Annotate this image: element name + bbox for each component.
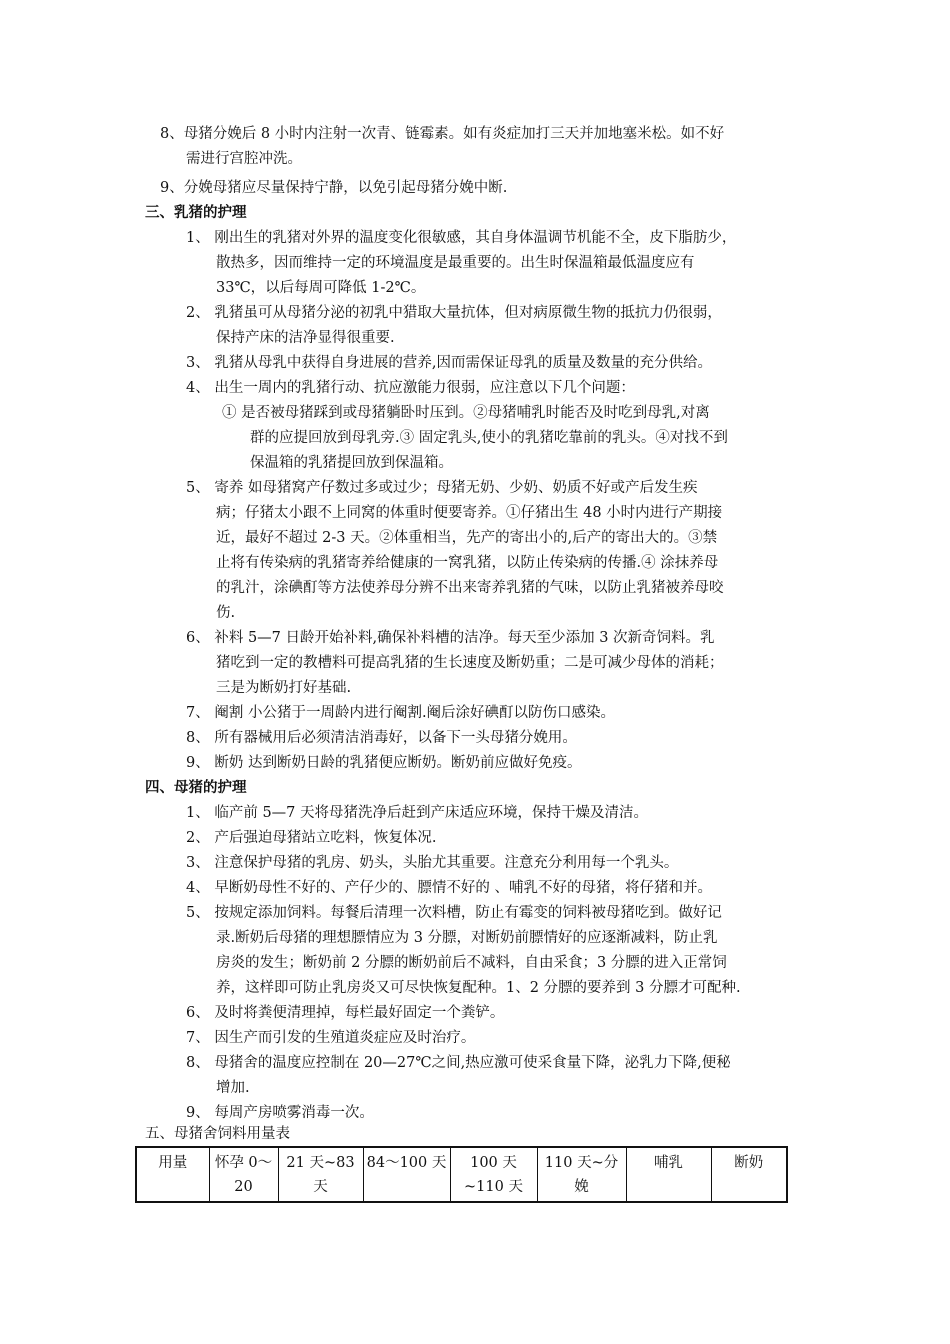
- list-item-text: 9、 断奶 达到断奶日龄的乳猪便应断奶。断奶前应做好免疫。: [186, 755, 582, 771]
- table-header-row: [136, 1147, 787, 1202]
- list-item-text: 8、 母猪舍的温度应控制在 20—27℃之间,热应激可使采食量下降，泌乳力下降,便秘: [186, 1055, 731, 1071]
- list-item-text: 7、 因生产而引发的生殖道炎症应及时治疗。: [186, 1030, 476, 1046]
- list-item-text: 养，这样即可防止乳房炎又可尽快恢复配种。1、2 分膘的要养到 3 分膘才可配种.: [216, 980, 741, 996]
- list-item-text: 3、 注意保护母猪的乳房、奶头，头胎尤其重要。注意充分利用每一个乳头。: [186, 855, 679, 871]
- list-item-text: 近，最好不超过 2-3 天。②体重相当，先产的寄出小的,后产的寄出大的。③禁: [216, 530, 718, 546]
- table-header-cell: 断奶: [711, 1147, 787, 1202]
- list-item-text: 保持产床的洁净显得很重要.: [216, 330, 395, 346]
- list-item-text: 伤.: [216, 605, 236, 621]
- section-heading: 四、母猪的护理: [145, 779, 247, 796]
- table-header-cell: 用量: [136, 1147, 209, 1202]
- section-heading: 五、母猪舍饲料用量表: [145, 1126, 290, 1142]
- table-header-cell: 100 天~110 天: [450, 1147, 537, 1202]
- list-item-text: 8、母猪分娩后 8 小时内注射一次青、链霉素。如有炎症加打三天并加地塞米松。如不好: [160, 126, 725, 142]
- list-item-text: 6、 及时将粪便清理掉，每栏最好固定一个粪铲。: [186, 1005, 505, 1021]
- list-item-text: 病；仔猪太小跟不上同窝的体重时便要寄养。①仔猪出生 48 小时内进行产期接: [216, 505, 723, 521]
- list-item-text: 9、 每周产房喷雾消毒一次。: [186, 1105, 374, 1121]
- list-item-text: 5、 寄养 如母猪窝产仔数过多或过少；母猪无奶、少奶、奶质不好或产后发生疾: [186, 480, 698, 496]
- sub-item-text: ① 是否被母猪踩到或母猪躺卧时压到。②母猪哺乳时能否及时吃到母乳,对离: [222, 405, 710, 421]
- table-header-cell: 84～100 天: [363, 1147, 450, 1202]
- list-item-text: 4、 早断奶母性不好的、产仔少的、膘情不好的 、哺乳不好的母猪，将仔猪和并。: [186, 880, 712, 896]
- list-item-text: 5、 按规定添加饲料。每餐后清理一次料槽，防止有霉变的饲料被母猪吃到。做好记: [186, 905, 722, 921]
- list-item-text: 8、 所有器械用后必须清洁消毒好，以备下一头母猪分娩用。: [186, 730, 577, 746]
- list-item-text: 猪吃到一定的教槽料可提高乳猪的生长速度及断奶重；二是可减少母体的消耗；: [216, 655, 724, 671]
- feed-usage-table: [135, 1146, 788, 1203]
- list-item-text: 33℃，以后每周可降低 1-2℃。: [216, 280, 426, 296]
- section-heading: 三、乳猪的护理: [145, 204, 247, 221]
- table-header-cell: 哺乳: [626, 1147, 711, 1202]
- list-item-text: 录.断奶后母猪的理想膘情应为 3 分膘，对断奶前膘情好的应逐渐减料，防止乳: [216, 930, 718, 946]
- list-item-text: 4、 出生一周内的乳猪行动、抗应激能力很弱，应注意以下几个问题：: [186, 380, 635, 396]
- list-item-text: 增加.: [216, 1080, 250, 1096]
- table-header-cell: 21 天~83 天: [278, 1147, 363, 1202]
- list-item-text: 2、 产后强迫母猪站立吃料，恢复体况.: [186, 830, 437, 846]
- list-item-text: 1、 临产前 5—7 天将母猪洗净后赶到产床适应环境，保持干燥及清洁。: [186, 805, 649, 821]
- list-item-text: 1、 刚出生的乳猪对外界的温度变化很敏感，其自身体温调节机能不全，皮下脂肪少，: [186, 230, 737, 246]
- list-item-text: 止将有传染病的乳猪寄养给健康的一窝乳猪，以防止传染病的传播.④ 涂抹养母: [216, 555, 719, 571]
- table-header-cell: 110 天~分娩: [537, 1147, 626, 1202]
- list-item-text: 6、 补料 5—7 日龄开始补料,确保补料槽的洁净。每天至少添加 3 次新奇饲料。乳: [186, 630, 715, 646]
- list-item-text: 3、 乳猪从母乳中获得自身进展的营养,因而需保证母乳的质量及数量的充分供给。: [186, 355, 712, 371]
- list-item-text: 2、 乳猪虽可从母猪分泌的初乳中猎取大量抗体，但对病原微生物的抵抗力仍很弱，: [186, 305, 722, 321]
- list-item-text: 9、分娩母猪应尽量保持宁静，以免引起母猪分娩中断.: [160, 180, 508, 196]
- list-item-text: 散热多，因而维持一定的环境温度是最重要的。出生时保温箱最低温度应有: [216, 255, 695, 271]
- list-item-text: 三是为断奶打好基础.: [216, 680, 352, 696]
- sub-item-text: 群的应提回放到母乳旁.③ 固定乳头,使小的乳猪吃靠前的乳头。④对找不到: [250, 430, 728, 446]
- table-header-cell: 怀孕 0～20: [209, 1147, 278, 1202]
- list-item-text: 房炎的发生；断奶前 2 分膘的断奶前后不减料，自由采食；3 分膘的进入正常饲: [216, 955, 727, 971]
- sub-item-text: 保温箱的乳猪提回放到保温箱。: [250, 455, 453, 471]
- list-item-text: 需进行宫腔冲洗。: [186, 151, 302, 167]
- list-item-text: 的乳汁，涂碘酊等方法使养母分辨不出来寄养乳猪的气味，以防止乳猪被养母咬: [216, 580, 724, 596]
- list-item-text: 7、 阉割 小公猪于一周龄内进行阉割.阉后涂好碘酊以防伤口感染。: [186, 705, 616, 721]
